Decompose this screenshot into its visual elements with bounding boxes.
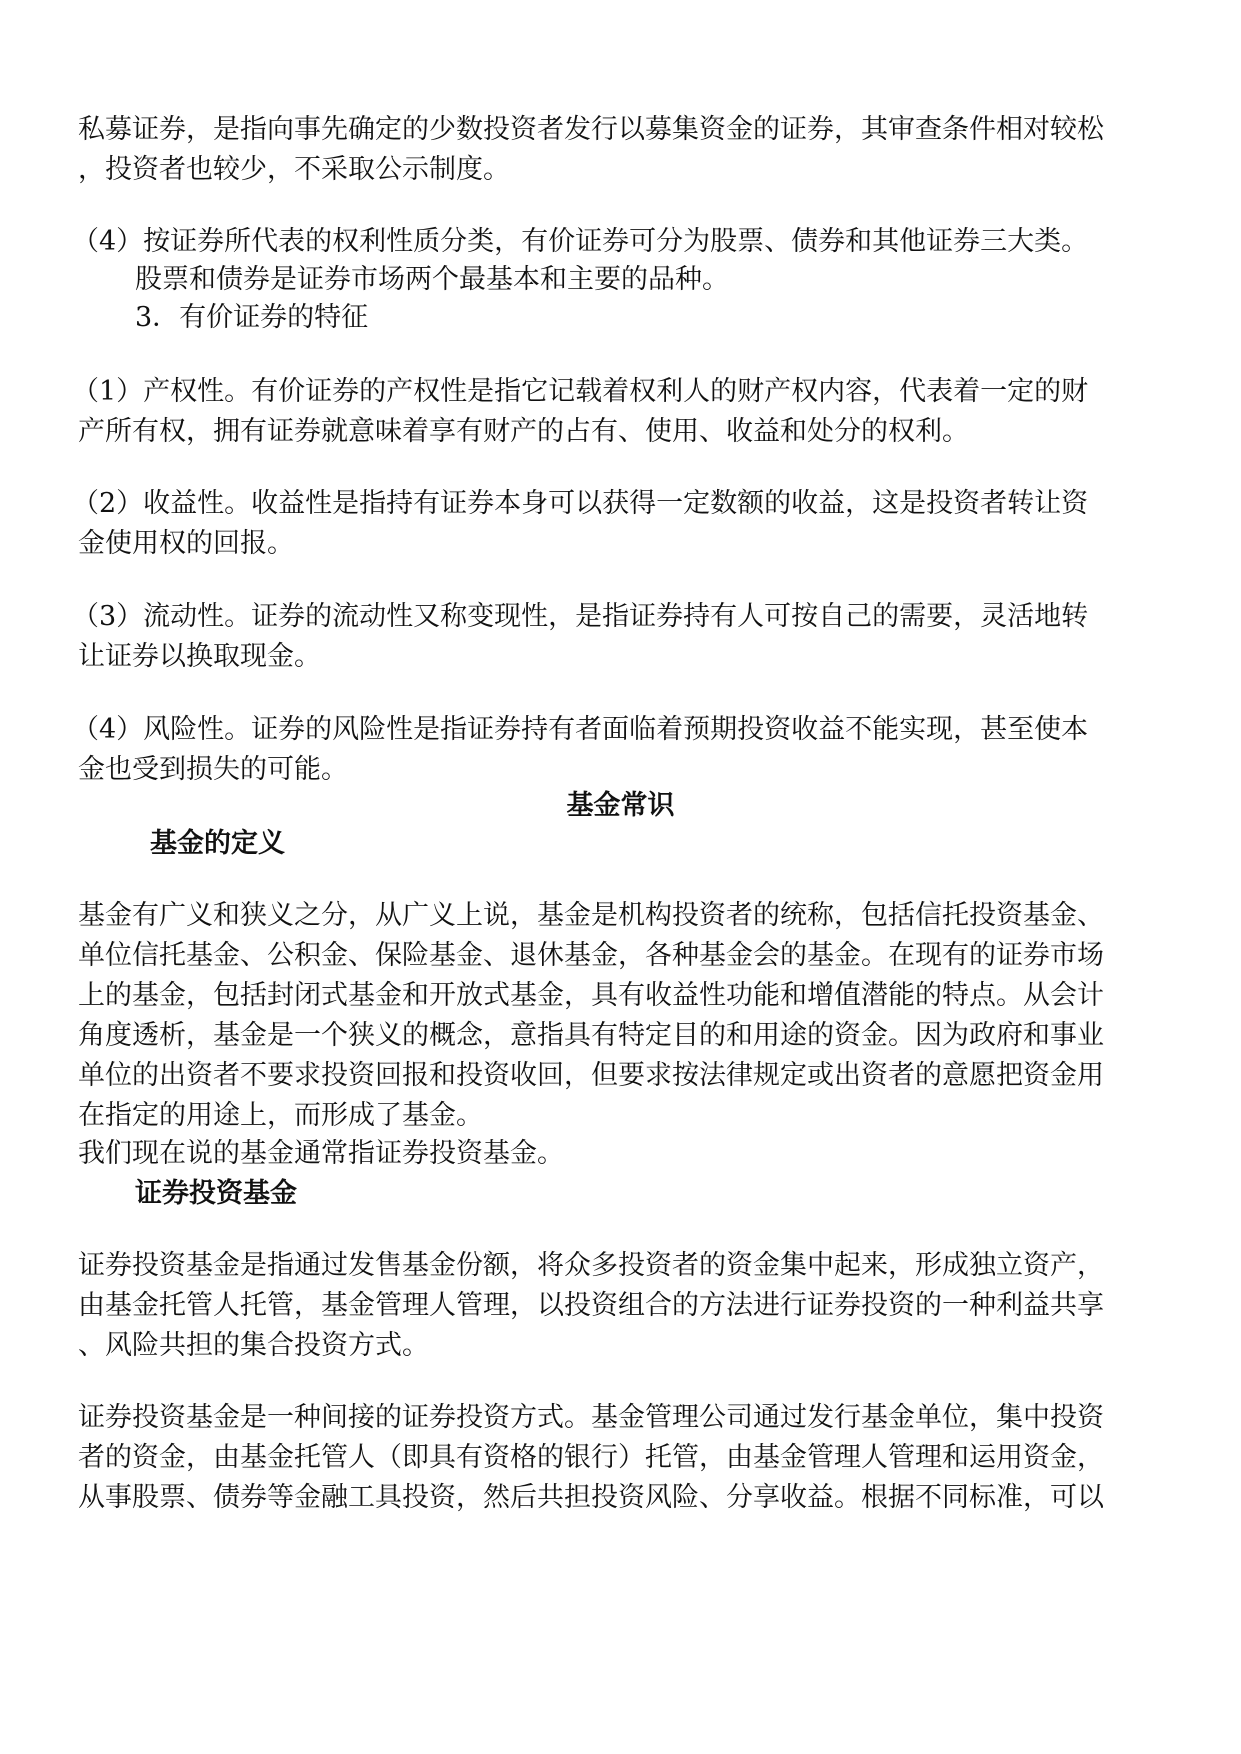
- paragraph-line: 在指定的用途上，而形成了基金。: [78, 1100, 483, 1131]
- paragraph-line: 让证券以换取现金。: [78, 641, 321, 672]
- paragraph-line: 角度透析，基金是一个狭义的概念，意指具有特定目的和用途的资金。因为政府和事业: [78, 1020, 1104, 1051]
- paragraph-line: 股票和债券是证券市场两个最基本和主要的品种。: [135, 264, 729, 295]
- paragraph-line: 上的基金，包括封闭式基金和开放式基金，具有收益性功能和增值潜能的特点。从会计: [78, 980, 1104, 1011]
- paragraph-line: 证券投资基金是指通过发售基金份额，将众多投资者的资金集中起来，形成独立资产，: [78, 1250, 1104, 1281]
- paragraph-line: 证券投资基金是一种间接的证券投资方式。基金管理公司通过发行基金单位，集中投资: [78, 1402, 1104, 1433]
- section-title: 3．有价证券的特征: [135, 302, 369, 333]
- paragraph-line: 金也受到损失的可能。: [78, 754, 348, 785]
- paragraph-line: 金使用权的回报。: [78, 528, 294, 559]
- paragraph-line: （2）收益性。收益性是指持有证券本身可以获得一定数额的收益，这是投资者转让资: [72, 488, 1089, 519]
- paragraph-line: 、风险共担的集合投资方式。: [78, 1330, 429, 1361]
- paragraph-line: （4）按证券所代表的权利性质分类，有价证券可分为股票、债券和其他证券三大类。: [72, 226, 1089, 257]
- paragraph-line: 产所有权，拥有证券就意味着享有财产的占有、使用、收益和处分的权利。: [78, 416, 969, 447]
- main-heading: 基金常识: [566, 790, 675, 821]
- paragraph-line: 基金有广义和狭义之分，从广义上说，基金是机构投资者的统称，包括信托投资基金、: [78, 900, 1104, 931]
- paragraph-line: （3）流动性。证券的流动性又称变现性，是指证券持有人可按自己的需要，灵活地转: [72, 601, 1089, 632]
- paragraph-line: 单位信托基金、公积金、保险基金、退休基金，各种基金会的基金。在现有的证券市场: [78, 940, 1104, 971]
- paragraph-line: 单位的出资者不要求投资回报和投资收回，但要求按法律规定或出资者的意愿把资金用: [78, 1060, 1104, 1091]
- subheading-definition: 基金的定义: [150, 828, 285, 859]
- paragraph-line: ，投资者也较少，不采取公示制度。: [78, 154, 510, 185]
- paragraph-line: （4）风险性。证券的风险性是指证券持有者面临着预期投资收益不能实现，甚至使本: [72, 714, 1089, 745]
- paragraph-line: （1）产权性。有价证券的产权性是指它记载着权利人的财产权内容，代表着一定的财: [72, 376, 1089, 407]
- paragraph-line: 者的资金，由基金托管人（即具有资格的银行）托管，由基金管理人管理和运用资金，: [78, 1442, 1104, 1473]
- paragraph-line: 我们现在说的基金通常指证券投资基金。: [78, 1138, 564, 1169]
- subheading-securities-fund: 证券投资基金: [135, 1178, 297, 1209]
- paragraph-line: 从事股票、债券等金融工具投资，然后共担投资风险、分享收益。根据不同标准，可以: [78, 1482, 1104, 1513]
- paragraph-line: 由基金托管人托管，基金管理人管理，以投资组合的方法进行证券投资的一种利益共享: [78, 1290, 1104, 1321]
- paragraph-line: 私募证券，是指向事先确定的少数投资者发行以募集资金的证券，其审查条件相对较松: [78, 114, 1104, 145]
